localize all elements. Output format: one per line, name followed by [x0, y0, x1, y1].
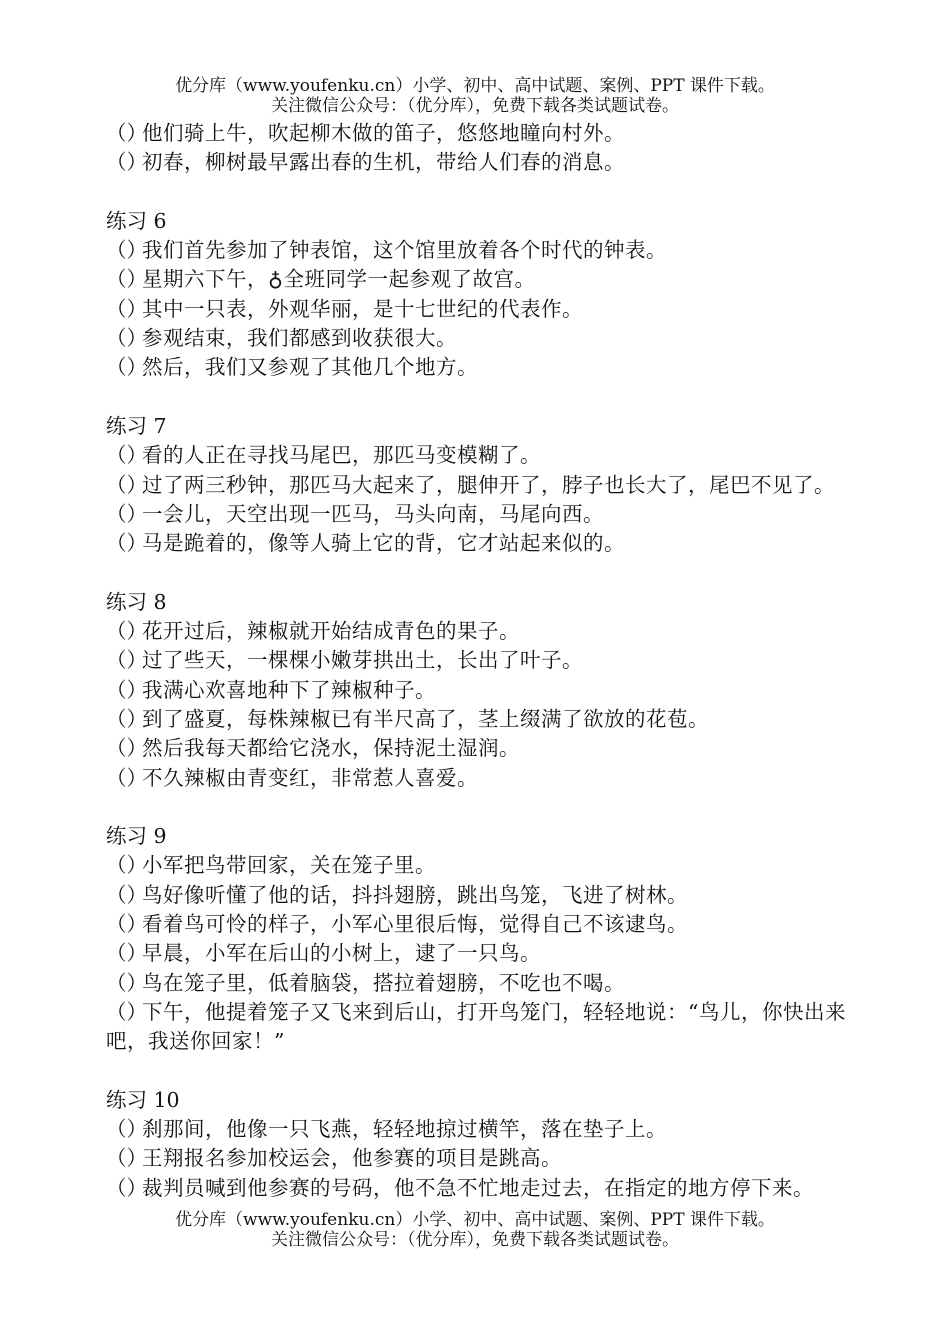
list-item: （）鸟在笼子里，低着脑袋，搭拉着翅膀，不吃也不喝。	[106, 969, 848, 998]
exercise-8	[106, 588, 848, 793]
answer-blank[interactable]: （）	[106, 1175, 147, 1200]
answer-blank[interactable]: （）	[106, 121, 147, 145]
list-item: （）他们骑上牛，吹起柳木做的笛子，悠悠地瞳向村外。	[106, 119, 848, 148]
list-item: （）星期六下午，♁全班同学一起参观了故宫。	[106, 265, 848, 294]
list-item: （）马是跪着的，像等人骑上它的背，它才站起来似的。	[106, 529, 848, 558]
answer-blank[interactable]: （）	[106, 150, 147, 175]
document-body	[106, 119, 848, 1203]
exercise-title: 练习 6	[106, 208, 167, 233]
answer-blank[interactable]: （）	[106, 501, 147, 526]
answer-blank[interactable]: （）	[106, 267, 147, 292]
header-line-1: 优分库（www.youfenku.cn）小学、初中、高中试题、案例、PPT 课件下载。	[175, 76, 775, 96]
answer-blank[interactable]: （）	[106, 882, 147, 907]
list-item: （）小军把鸟带回家，关在笼子里。	[106, 851, 848, 880]
list-item: （）裁判员喊到他参赛的号码，他不急不忙地走过去，在指定的地方停下来。	[106, 1174, 848, 1203]
list-item: （）然后我每天都给它浇水，保持泥土湿润。	[106, 734, 848, 763]
exercise-title: 练习 8	[106, 589, 167, 614]
footer-line-1: 优分库（www.youfenku.cn）小学、初中、高中试题、案例、PPT 课件下载。	[175, 1210, 775, 1230]
answer-blank[interactable]: （）	[106, 1117, 147, 1142]
list-item: （）花开过后，辣椒就开始结成青色的果子。	[106, 617, 848, 646]
list-item: （）王翔报名参加校运会，他参赛的项目是跳高。	[106, 1144, 848, 1173]
answer-blank[interactable]: （）	[106, 1146, 147, 1171]
answer-blank[interactable]: （）	[106, 355, 147, 380]
list-item: （）鸟好像听懂了他的话，抖抖翅膀，跳出鸟笼，飞进了树林。	[106, 881, 848, 910]
answer-blank[interactable]: （）	[106, 238, 147, 263]
list-item: （）然后，我们又参观了其他几个地方。	[106, 353, 848, 382]
list-item: （）其中一只表，外观华丽，是十七世纪的代表作。	[106, 295, 848, 324]
answer-blank[interactable]: （）	[106, 706, 147, 731]
list-item: （）到了盛夏，每株辣椒已有半尺高了，茎上缀满了欲放的花苞。	[106, 705, 848, 734]
page-footer	[0, 1210, 950, 1250]
answer-blank[interactable]: （）	[106, 531, 147, 556]
exercise-9	[106, 822, 848, 1056]
answer-blank[interactable]: （）	[106, 912, 147, 937]
list-item: （）过了些天，一棵棵小嫩芽拱出土，长出了叶子。	[106, 646, 848, 675]
exercise-title: 练习 7	[106, 413, 167, 438]
answer-blank[interactable]: （）	[106, 765, 147, 790]
list-item: （）参观结束，我们都感到收获很大。	[106, 324, 848, 353]
answer-blank[interactable]: （）	[106, 326, 147, 351]
list-item: （）刹那间，他像一只飞燕，轻轻地掠过横竿，落在垫子上。	[106, 1115, 848, 1144]
exercise-6	[106, 207, 848, 383]
list-item: （）初春，柳树最早露出春的生机，带给人们春的消息。	[106, 148, 848, 177]
answer-blank[interactable]: （）	[106, 970, 147, 995]
list-item: （）下午，他提着笼子又飞来到后山，打开鸟笼门，轻轻地说：“鸟儿，你快出来吧，我送你回家！”	[106, 999, 846, 1054]
list-item: （）早晨，小军在后山的小树上，逮了一只鸟。	[106, 939, 848, 968]
list-item: （）我满心欢喜地种下了辣椒种子。	[106, 676, 848, 705]
exercise-title: 练习 10	[106, 1087, 180, 1112]
answer-blank[interactable]: （）	[106, 677, 147, 702]
list-item: （）过了两三秒钟，那匹马大起来了，腿伸开了，脖子也长大了，尾巴不见了。	[106, 471, 848, 500]
header-line-2: 关注微信公众号：（优分库），免费下载各类试题试卷。	[271, 96, 679, 116]
list-item: （）不久辣椒由青变红，非常惹人喜爱。	[106, 764, 848, 793]
answer-blank[interactable]: （）	[106, 941, 147, 966]
list-item: （）看着鸟可怜的样子，小军心里很后悔，觉得自己不该逮鸟。	[106, 910, 848, 939]
footer-line-2: 关注微信公众号：（优分库），免费下载各类试题试卷。	[271, 1230, 679, 1250]
list-item: （）一会儿，天空出现一匹马，马头向南，马尾向西。	[106, 500, 848, 529]
answer-blank[interactable]: （）	[106, 736, 147, 761]
exercise-7	[106, 412, 848, 558]
page-header	[0, 76, 950, 116]
answer-blank[interactable]: （）	[106, 296, 147, 321]
exercise-10	[106, 1086, 848, 1203]
answer-blank[interactable]: （）	[106, 619, 147, 644]
exercise-title: 练习 9	[106, 824, 167, 849]
answer-blank[interactable]: （）	[106, 999, 147, 1024]
answer-blank[interactable]: （）	[106, 648, 147, 673]
answer-blank[interactable]: （）	[106, 472, 147, 497]
answer-blank[interactable]: （）	[106, 443, 147, 468]
answer-blank[interactable]: （）	[106, 853, 147, 878]
list-item: （）看的人正在寻找马尾巴，那匹马变模糊了。	[106, 441, 848, 470]
list-item: （）我们首先参加了钟表馆，这个馆里放着各个时代的钟表。	[106, 236, 848, 265]
